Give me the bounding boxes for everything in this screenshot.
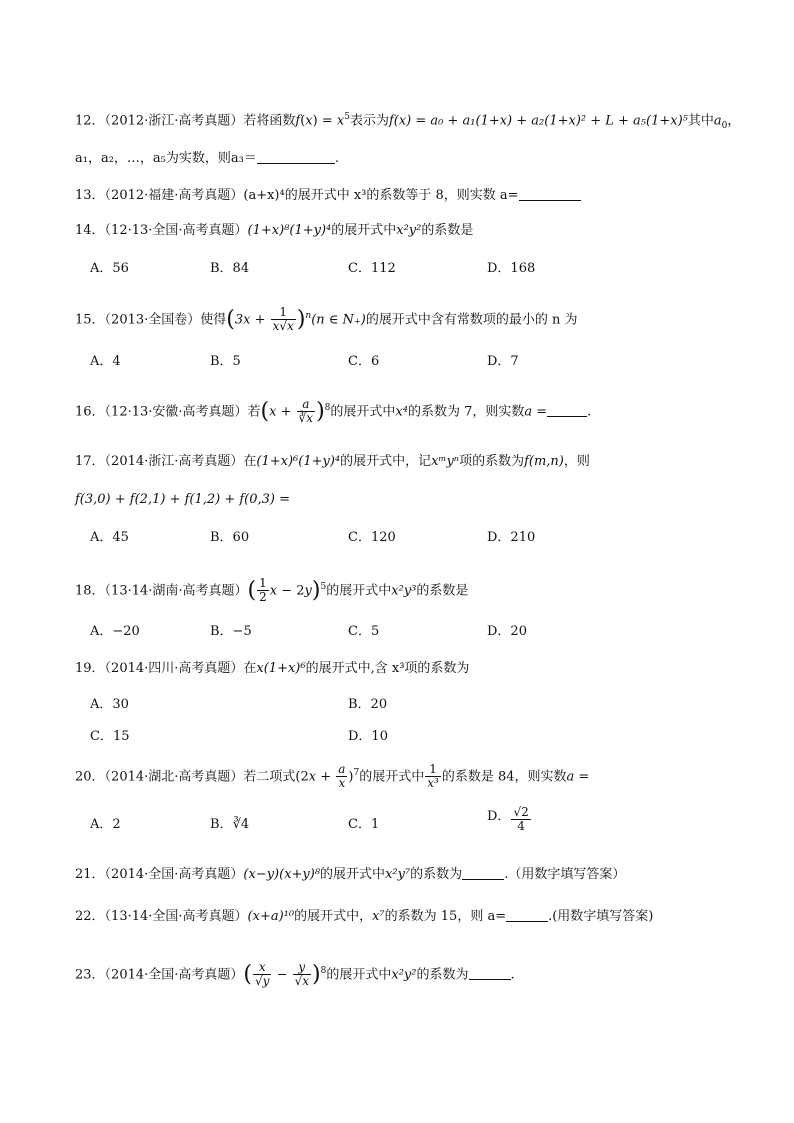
question-16: 16．（12·13·安徽·高考真题）若(x + $\frac{a}{∛x}$ )$^8$的展开式中x⁴的系数为 7，则实数a = .	[75, 397, 592, 426]
q19-option-d[interactable]: D．10	[348, 729, 388, 744]
answer-blank[interactable]	[506, 908, 548, 922]
q15-option-d[interactable]: D．7	[487, 354, 519, 369]
q14-option-b[interactable]: B．84	[210, 261, 250, 276]
answer-blank[interactable]	[462, 866, 504, 880]
question-22: 22．（13·14·全国·高考真题）(x+a)¹⁰的展开式中，x⁷的系数为 15，则 a= .(用数字填写答案)	[75, 909, 654, 924]
q19-option-c[interactable]: C．15	[90, 729, 130, 744]
q20-option-b[interactable]: B．∛4	[210, 817, 250, 832]
question-18: 18．（13·14·湖南·高考真题）( $\frac{1}{2}$ x − 2y)$^5$的展开式中x²y³的系数是	[75, 576, 469, 605]
q18-option-a[interactable]: A．−20	[90, 624, 140, 639]
question-19: 19．（2014·四川·高考真题）在x(1+x)⁶的展开式中,含 x³项的系数为	[75, 661, 470, 676]
fraction: $\frac{a}{x}$	[338, 762, 346, 791]
q14-option-d[interactable]: D．168	[487, 261, 536, 276]
question-23: 23．（2014·全国·高考真题）( $\frac{x}{√y}$ − $\frac{y}{√x}$ )$^8$的展开式中x²y²的系数为 .	[75, 960, 515, 989]
fraction: $\frac{a}{∛x}$	[298, 397, 314, 426]
q18-option-c[interactable]: C．5	[348, 624, 380, 639]
question-12-line2: a₁，a₂，…，a₅为实数，则a₃＝ .	[75, 151, 339, 166]
q19-option-a[interactable]: A．30	[90, 697, 129, 712]
q20-option-a[interactable]: A．2	[90, 817, 121, 832]
q15-option-a[interactable]: A．4	[90, 354, 121, 369]
q20-option-c[interactable]: C．1	[348, 817, 380, 832]
q20-option-d[interactable]: D． $\frac{√2}{4}$	[487, 805, 529, 833]
fraction: $\frac{1}{x√x}$	[272, 305, 294, 334]
q18-option-b[interactable]: B．−5	[210, 624, 252, 639]
question-14: 14．（12·13·全国·高考真题）(1+x)⁸(1+y)⁴的展开式中x²y²的系数是	[75, 223, 474, 238]
question-17: 17．（2014·浙江·高考真题）在(1+x)⁶(1+y)⁴的展开式中，记xᵐyⁿ项的系数为f(m,n)，则	[75, 454, 590, 469]
question-17-line2: f(3,0) + f(2,1) + f(1,2) + f(0,3) =	[75, 492, 291, 507]
answer-blank[interactable]	[547, 403, 587, 417]
q14-option-c[interactable]: C．112	[348, 261, 396, 276]
q19-option-b[interactable]: B．20	[348, 697, 388, 712]
answer-blank[interactable]	[257, 150, 335, 164]
fraction: $\frac{1}{\text{x³}}$	[427, 762, 439, 791]
q17-option-b[interactable]: B．60	[210, 530, 250, 545]
fraction: $\frac{√2}{4}$	[513, 805, 529, 833]
q17-option-a[interactable]: A．45	[90, 530, 129, 545]
question-20: 20．（2014·湖北·高考真题）若二项式(2x + $\frac{a}{x}$ )$^7$的展开式中 $\frac{1}{\text{x³}}$ 的系数是 84，则实数a =	[75, 762, 590, 791]
q17-option-d[interactable]: D．210	[487, 530, 536, 545]
fraction: $\frac{y}{√x}$	[294, 960, 310, 989]
q14-option-a[interactable]: A．56	[90, 261, 129, 276]
fraction: $\frac{x}{√y}$	[255, 960, 270, 989]
question-13: 13．（2012·福建·高考真题）(a+x)⁴的展开式中 x³的系数等于 8，则实数 a=	[75, 187, 581, 205]
fraction: $\frac{1}{2}$	[259, 576, 267, 605]
question-21: 21．（2014·全国·高考真题）(x−y)(x+y)⁸的展开式中x²y⁷的系数为 .（用数字填写答案）	[75, 867, 626, 882]
q17-option-c[interactable]: C．120	[348, 530, 396, 545]
q15-option-b[interactable]: B．5	[210, 354, 241, 369]
question-12: 12．（2012·浙江·高考真题）若将函数$f(x) = x^5$表示为f(x) = a₀ + a₁(1+x) + a₂(1+x)² + L + a₅(1+x)⁵其中$a_0$，	[75, 112, 741, 131]
q18-option-d[interactable]: D．20	[487, 624, 527, 639]
answer-blank[interactable]	[519, 187, 581, 201]
cube-root-4: ∛4	[232, 817, 250, 832]
q15-option-c[interactable]: C．6	[348, 354, 380, 369]
question-15: 15．（2013·全国卷）使得(3x + $\frac{1}{x√x}$ )$^n$(n ∈ N₊)的展开式中含有常数项的最小的 n 为	[75, 305, 578, 334]
answer-blank[interactable]	[469, 966, 511, 980]
